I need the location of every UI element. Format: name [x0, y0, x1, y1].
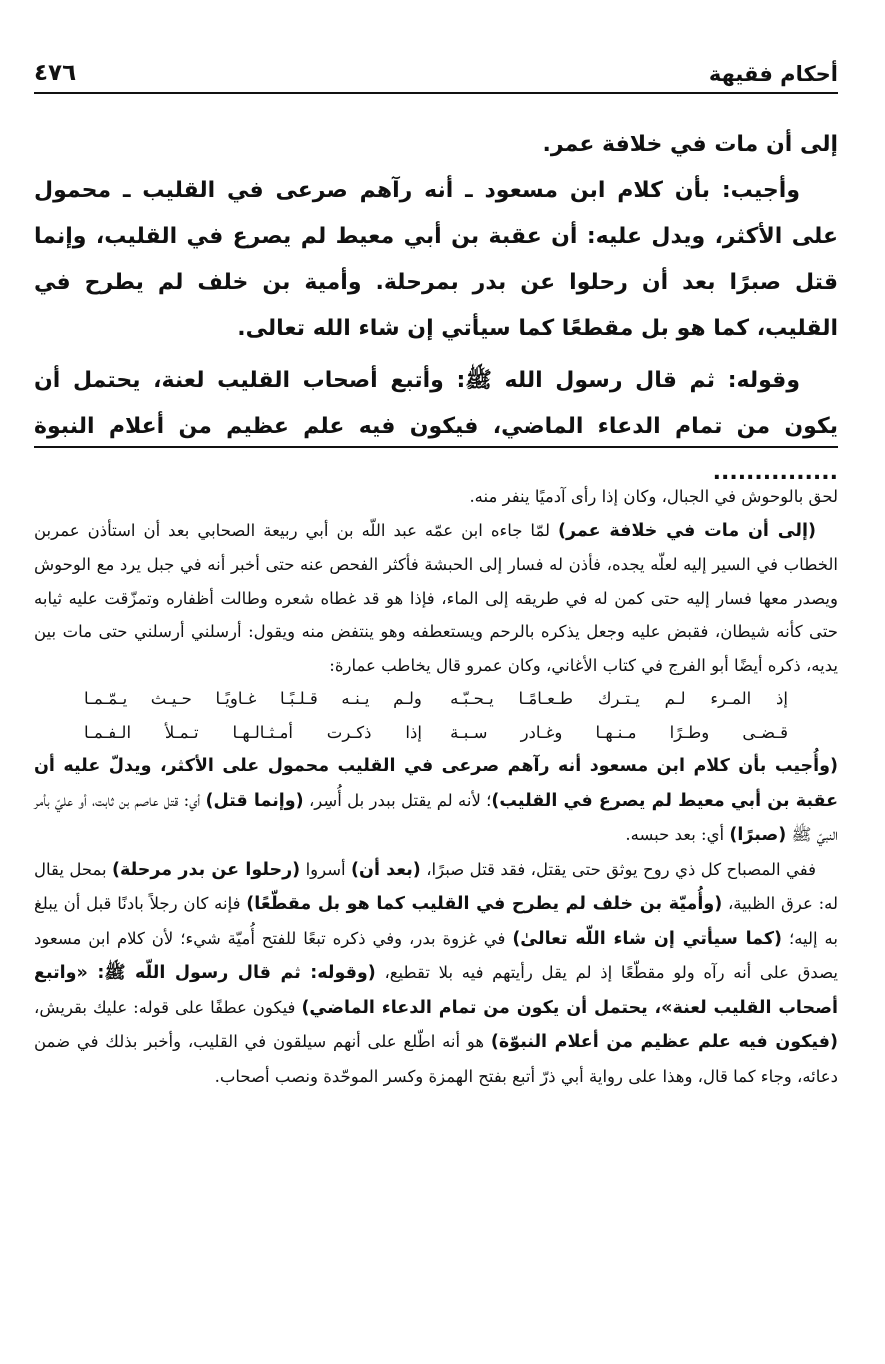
quoted-matn: (وأُميّة بن خلف لم يطرح في القليب كما هو بل مقطّعًا): [246, 894, 723, 914]
commentary-text-run: فيكون عطفًا على قوله: عليك بقريش،: [34, 997, 302, 1017]
quoted-matn: (بعد أن): [351, 859, 421, 880]
commentary-paragraph: [34, 514, 838, 683]
main-paragraph: إلى أن مات في خلافة عمر.: [542, 132, 838, 157]
main-text: [34, 122, 838, 496]
commentary-text-run: هو أنه اطّلع على أنهم سيلقون في القليب، وأخبر بذلك في ضمن دعائه، وجاء كما قال، وهذا على رواية أبي ذرّ أتبع بفتح الهمزة وكسر الموحّدة ونصب أصحاب.: [34, 1032, 838, 1086]
page-number: ٤٧٦: [34, 60, 77, 86]
poem-verse: [84, 682, 788, 716]
commentary-text: [34, 480, 838, 1093]
quoted-matn: (رحلوا عن بدر مرحلة): [112, 859, 301, 880]
main-paragraph: وقوله: ثم قال رسول الله ﷺ: وأتبع أصحاب القليب لعنة، يحتمل أن يكون من تمام الدعاء الماضي، فيكون فيه علم عظيم من أعلام النبوة ...............: [34, 368, 838, 485]
main-paragraph: وأجيب: بأن كلام ابن مسعود ـ أنه رآهم صرعى في القليب ـ محمول على الأكثر، ويدل عليه: أن عقبة بن أبي معيط لم يصرع في القليب، وإنما قتل صبرًا بعد أن رحلوا عن بدر بمرحلة. وأمية بن خلف لم يطرح في القليب، كما هو بل مقطعًا كما سيأتي إن شاء الله تعالى.: [34, 178, 838, 341]
commentary-text-run: بمحل يقال له: عرق الظبية،: [34, 859, 839, 913]
poem-verse: [84, 716, 788, 750]
quoted-matn: (وقوله: ثم قال رسول اللّه ﷺ: «واتبع أصحاب القليب لعنة»، يحتمل أن يكون من تمام الدعاء الماضي): [34, 963, 839, 1018]
commentary-text-run: ؛ لأنه لم يقتل ببدر بل أُسِر،: [303, 790, 492, 810]
quoted-matn: (فيكون فيه علم عظيم من أعلام النبوّة): [490, 1032, 838, 1052]
quoted-matn: (كما سيأتي إن شاء اللّه تعالىٰ): [512, 928, 783, 949]
quoted-matn: (وأُجيب بأن كلام ابن مسعود أنه رآهم صرعى في القليب محمول على الأكثر، ويدلّ عليه أن عقبة بن أبي معيط لم يصرع في القليب): [34, 756, 839, 811]
verse-first-hemistich: إذ المـرء لـم يـتـرك طـعـامًـا يـحـبّـه: [450, 689, 788, 708]
commentary-text-run: أي: بعد حبسه.: [625, 825, 730, 844]
quoted-matn: (إلى أن مات في خلافة عمر): [558, 520, 816, 541]
commentary-text-run: أي: قتل عاصم بن ثابت، أو عليّ بأمر النبيّ ﷺ: [34, 790, 838, 844]
text-divider: [34, 446, 838, 448]
commentary-paragraph: [34, 853, 838, 1094]
verse-first-hemistich: قـضـى وطـرًا مـنـهـا وغـادر سـبـة: [450, 722, 788, 742]
running-title: أحكام فقيهة: [708, 62, 838, 86]
commentary-text-run: ففي المصباح كل ذي روح يوثق حتى يقتل، فقد قتل صبرًا،: [420, 859, 816, 879]
commentary-text-run: في غزوة بدر، وفي ذكره تبعًا للفتح أُميّة شيء؛ لأن كلام ابن مسعود يصدق على أنه رآه ولو مقطّعًا إذ لم يقل رأيتهم فيه بلا تقطيع،: [34, 928, 838, 982]
commentary-text-run: لمّا جاءه ابن عمّه عبد اللّه بن أبي ربيعة الصحابي بعد أن استأذن عمربن الخطاب في السير إليه لعلّه يجده، فأذن له فسار إلى الحبشة فأكثر الفحص عنه حتى أخبر أنه في جبل يرد مع الوحوش ويصدر معها فسار إليه حتى كمن له في طريقه إلى الماء، فإذا هو قد غطاه شعره وطالت أظفاره وتمزّقت عليه ثيابه حتى كأنه شيطان، فقبض عليه وجعل يذكره بالرحم ويستعطفه وهو ينتفض منه ويقول: أرسلني أرسلني حتى مات بين يديه، ذكره أيضًا أبو الفرج في كتاب الأغاني، وكان عمرو قال يخاطب عمارة:: [34, 520, 838, 675]
commentary-text-run: فإنه كان رجلاً بادنًا قبل أن يبلغ به إليه؛: [34, 894, 838, 948]
poem: [34, 682, 838, 749]
commentary-paragraph: لحق بالوحوش في الجبال، وكان إذا رأى آدميًا ينفر منه.: [469, 487, 838, 506]
commentary-text-run: أسروا: [300, 859, 352, 879]
book-page: [34, 40, 838, 1340]
quoted-matn: (وإنما قتل): [205, 790, 304, 811]
page-header: [34, 50, 838, 94]
verse-second-hemistich: إذا ذكـرت أمـثـالـهـا تـمـلأ الـفـمـا: [84, 722, 422, 742]
commentary-paragraph: [34, 749, 838, 853]
verse-second-hemistich: ولـم يـنـه قـلـبًـا غـاويًـا حـيـث يـمّـمـا: [84, 689, 422, 708]
quoted-matn: (صبرًا): [729, 825, 787, 845]
